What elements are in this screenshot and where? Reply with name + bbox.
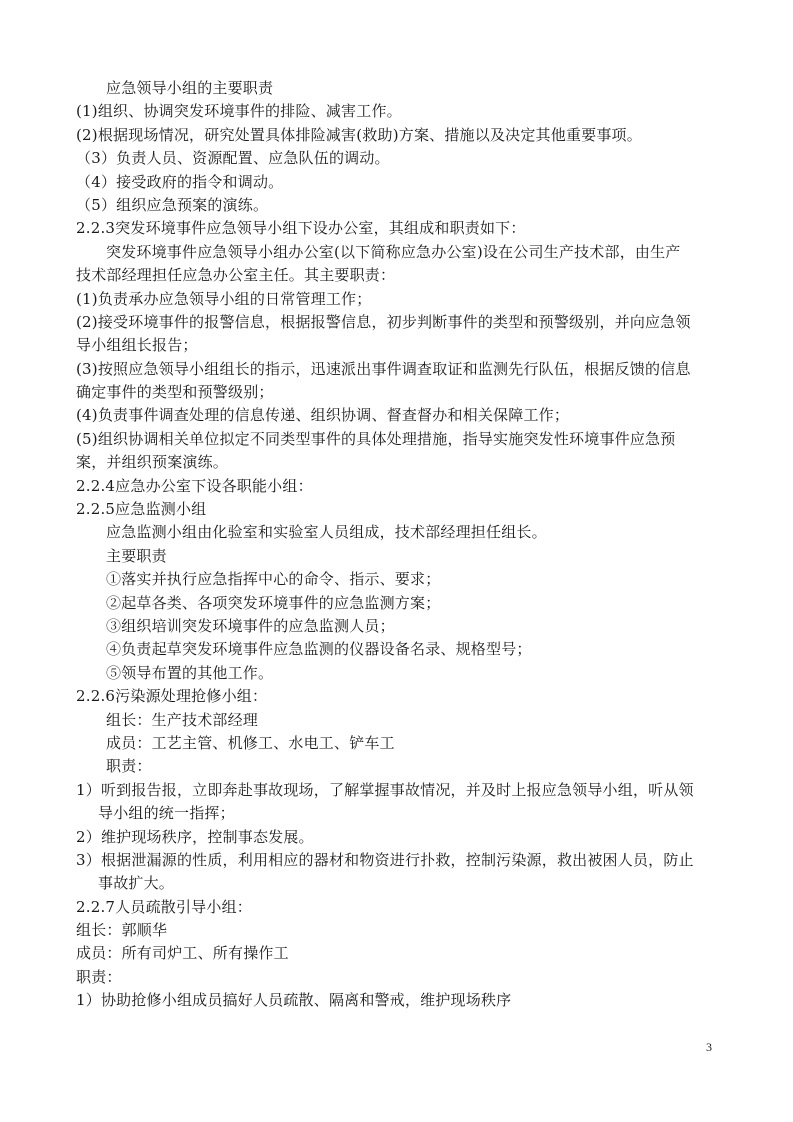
leader-line: 组长：郭顺华 [76, 921, 168, 940]
list-item-continuation: 导小组的统一指挥； [98, 804, 235, 823]
paragraph-line: 应急监测小组由化验室和实验室人员组成，技术部经理担任组长。 [106, 523, 547, 542]
section-heading-2-2-6: 2.2.6污染源处理抢修小组： [76, 687, 268, 706]
section-heading-2-2-4: 2.2.4应急办公室下设各职能小组： [76, 476, 313, 495]
list-item: 2）维护现场秩序，控制事态发展。 [76, 827, 314, 846]
members-line: 成员：所有司炉工、所有操作工 [76, 944, 289, 963]
document-page [76, 77, 720, 1013]
list-item-continuation: 事故扩大。 [98, 874, 175, 893]
list-item-continuation: 导小组组长报告； [76, 336, 198, 355]
section-heading-2-2-7: 2.2.7人员疏散引导小组： [76, 897, 252, 916]
list-item: （5）组织应急预案的演练。 [76, 195, 269, 214]
list-item: (1)组织、协调突发环境事件的排险、减害工作。 [76, 102, 402, 121]
list-item: (3)按照应急领导小组组长的指示，迅速派出事件调查取证和监测先行队伍，根据反馈的信息 [76, 359, 691, 378]
list-item: 1）协助抢修小组成员搞好人员疏散、隔离和警戒，维护现场秩序 [76, 991, 512, 1010]
list-item: ②起草各类、各项突发环境事件的应急监测方案； [106, 593, 441, 612]
duties-label: 职责： [76, 967, 122, 986]
section-heading: 应急领导小组的主要职责 [106, 79, 274, 97]
list-item-continuation: 确定事件的类型和预警级别； [76, 383, 274, 402]
list-item: ④负责起草突发环境事件应急监测的仪器设备名录、规格型号； [106, 640, 532, 659]
duties-label: 主要职责 [106, 546, 167, 565]
list-item: 1）听到报告报，立即奔赴事故现场，了解掌握事故情况，并及时上报应急领导小组，听从领 [76, 780, 694, 799]
list-item: ①落实并执行应急指挥中心的命令、指示、要求； [106, 570, 441, 589]
list-item: (2)接受环境事件的报警信息，根据报警信息，初步判断事件的类型和预警级别，并向应急领 [76, 312, 691, 331]
list-item-continuation: 案，并组织预案演练。 [76, 453, 229, 472]
section-heading-2-2-3: 2.2.3突发环境事件应急领导小组下设办公室，其组成和职责如下： [76, 219, 526, 238]
list-item: （4）接受政府的指令和调动。 [76, 172, 284, 191]
list-item: (1)负责承办应急领导小组的日常管理工作； [76, 289, 372, 308]
list-item: (5)组织协调相关单位拟定不同类型事件的具体处理措施，指导实施突发性环境事件应急预 [76, 429, 676, 448]
list-item: ⑤领导布置的其他工作。 [106, 663, 274, 682]
list-item: (4)负责事件调查处理的信息传递、组织协调、督查督办和相关保障工作； [76, 406, 570, 425]
section-heading-2-2-5: 2.2.5应急监测小组 [76, 500, 207, 519]
list-item: 3）根据泄漏源的性质，利用相应的器材和物资进行扑救，控制污染源，救出被困人员，防止 [76, 850, 694, 869]
list-item: ③组织培训突发环境事件的应急监测人员； [106, 616, 395, 635]
list-item: (2)根据现场情况，研究处置具体排险减害(救助)方案、措施以及决定其他重要事项。 [76, 125, 642, 144]
paragraph-line: 突发环境事件应急领导小组办公室(以下简称应急办公室)设在公司生产技术部，由生产 [106, 242, 681, 261]
paragraph-line: 技术部经理担任应急办公室主任。其主要职责： [76, 266, 396, 285]
list-item: （3）负责人员、资源配置、应急队伍的调动。 [76, 149, 390, 168]
duties-label: 职责： [106, 757, 152, 776]
members-line: 成员：工艺主管、机修工、水电工、铲车工 [106, 733, 395, 752]
leader-line: 组长：生产技术部经理 [106, 710, 259, 729]
page-number: 3 [706, 1040, 712, 1054]
